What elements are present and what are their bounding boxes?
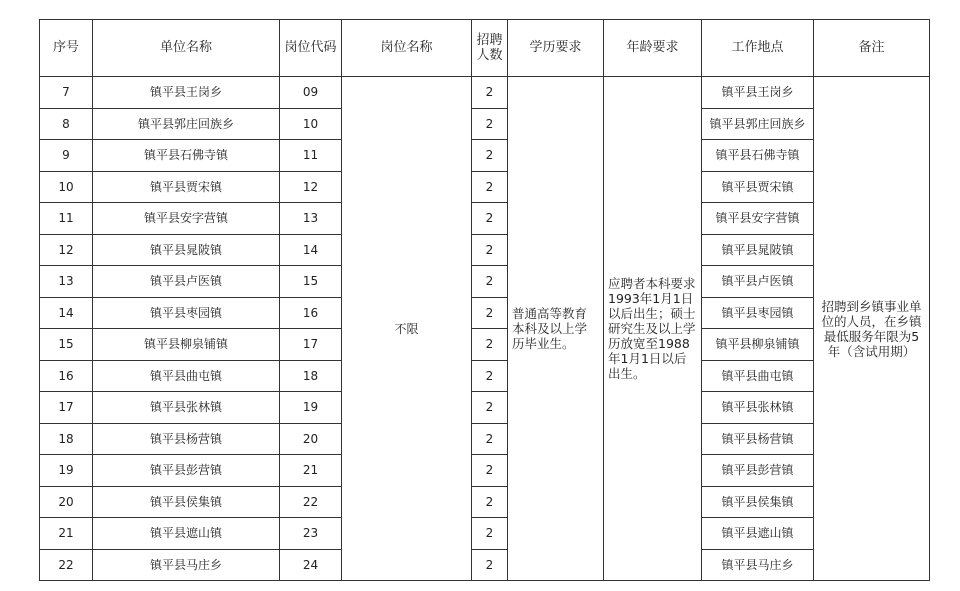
cell-unit-name: 镇平县侯集镇 <box>93 486 280 518</box>
cell-location: 镇平县遮山镇 <box>702 518 814 550</box>
cell-location: 镇平县柳泉铺镇 <box>702 329 814 361</box>
header-headcount <box>472 20 508 77</box>
cell-headcount: 2 <box>472 329 508 361</box>
table-row <box>40 329 930 361</box>
cell-seq: 21 <box>40 518 93 550</box>
header-seq: 序号 <box>40 20 93 77</box>
cell-headcount: 2 <box>472 140 508 172</box>
cell-unit-name: 镇平县贾宋镇 <box>93 171 280 203</box>
cell-post-name-merged: 不限 <box>342 77 472 581</box>
cell-post-code: 24 <box>280 549 342 581</box>
cell-headcount: 2 <box>472 518 508 550</box>
cell-post-code: 16 <box>280 297 342 329</box>
table-row <box>40 392 930 424</box>
header-row <box>40 20 930 77</box>
cell-headcount: 2 <box>472 171 508 203</box>
cell-education-merged: 普通高等教育本科及以上学历毕业生。 <box>508 77 604 581</box>
header-unit-name: 单位名称 <box>93 20 280 77</box>
cell-post-code: 20 <box>280 423 342 455</box>
cell-seq: 7 <box>40 77 93 109</box>
cell-location: 镇平县枣园镇 <box>702 297 814 329</box>
cell-post-code: 23 <box>280 518 342 550</box>
cell-unit-name: 镇平县张林镇 <box>93 392 280 424</box>
table-row <box>40 423 930 455</box>
cell-seq: 8 <box>40 108 93 140</box>
header-headcount-line1: 招聘 <box>476 33 503 48</box>
cell-location: 镇平县晁陂镇 <box>702 234 814 266</box>
cell-seq: 13 <box>40 266 93 298</box>
header-location: 工作地点 <box>702 20 814 77</box>
cell-headcount: 2 <box>472 392 508 424</box>
cell-seq: 22 <box>40 549 93 581</box>
cell-seq: 18 <box>40 423 93 455</box>
table-row <box>40 486 930 518</box>
cell-unit-name: 镇平县杨营镇 <box>93 423 280 455</box>
cell-remarks-merged: 招聘到乡镇事业单位的人员，在乡镇最低服务年限为5年（含试用期） <box>814 77 930 581</box>
cell-location: 镇平县卢医镇 <box>702 266 814 298</box>
cell-location: 镇平县侯集镇 <box>702 486 814 518</box>
cell-age-merged: 应聘者本科要求1993年1月1日以后出生；硕士研究生及以上学历放宽至1988年1月1日以后出生。 <box>604 77 702 581</box>
cell-post-code: 10 <box>280 108 342 140</box>
table-row <box>40 171 930 203</box>
table-row <box>40 360 930 392</box>
cell-seq: 11 <box>40 203 93 235</box>
cell-headcount: 2 <box>472 360 508 392</box>
cell-headcount: 2 <box>472 549 508 581</box>
cell-location: 镇平县彭营镇 <box>702 455 814 487</box>
cell-location: 镇平县郭庄回族乡 <box>702 108 814 140</box>
cell-unit-name: 镇平县马庄乡 <box>93 549 280 581</box>
table-row <box>40 455 930 487</box>
cell-post-code: 12 <box>280 171 342 203</box>
cell-headcount: 2 <box>472 486 508 518</box>
cell-unit-name: 镇平县彭营镇 <box>93 455 280 487</box>
cell-seq: 19 <box>40 455 93 487</box>
cell-headcount: 2 <box>472 77 508 109</box>
cell-unit-name: 镇平县卢医镇 <box>93 266 280 298</box>
table-row <box>40 518 930 550</box>
cell-post-code: 11 <box>280 140 342 172</box>
cell-location: 镇平县曲屯镇 <box>702 360 814 392</box>
cell-unit-name: 镇平县郭庄回族乡 <box>93 108 280 140</box>
cell-seq: 14 <box>40 297 93 329</box>
cell-post-code: 14 <box>280 234 342 266</box>
header-post-code: 岗位代码 <box>280 20 342 77</box>
cell-post-code: 17 <box>280 329 342 361</box>
cell-seq: 10 <box>40 171 93 203</box>
cell-post-code: 18 <box>280 360 342 392</box>
cell-location: 镇平县安字营镇 <box>702 203 814 235</box>
cell-unit-name: 镇平县晁陂镇 <box>93 234 280 266</box>
cell-location: 镇平县张林镇 <box>702 392 814 424</box>
cell-headcount: 2 <box>472 455 508 487</box>
cell-headcount: 2 <box>472 266 508 298</box>
table-row <box>40 266 930 298</box>
table-body <box>40 77 930 581</box>
table-row <box>40 549 930 581</box>
cell-unit-name: 镇平县安字营镇 <box>93 203 280 235</box>
cell-seq: 16 <box>40 360 93 392</box>
table-row <box>40 297 930 329</box>
table-row <box>40 234 930 266</box>
cell-headcount: 2 <box>472 297 508 329</box>
cell-seq: 15 <box>40 329 93 361</box>
cell-post-code: 09 <box>280 77 342 109</box>
table-row <box>40 108 930 140</box>
cell-headcount: 2 <box>472 234 508 266</box>
cell-seq: 17 <box>40 392 93 424</box>
cell-seq: 9 <box>40 140 93 172</box>
cell-location: 镇平县贾宋镇 <box>702 171 814 203</box>
cell-location: 镇平县马庄乡 <box>702 549 814 581</box>
header-headcount-line2: 人数 <box>476 48 503 63</box>
cell-post-code: 22 <box>280 486 342 518</box>
cell-location: 镇平县石佛寺镇 <box>702 140 814 172</box>
header-remarks: 备注 <box>814 20 930 77</box>
cell-post-code: 13 <box>280 203 342 235</box>
cell-headcount: 2 <box>472 423 508 455</box>
cell-unit-name: 镇平县枣园镇 <box>93 297 280 329</box>
cell-location: 镇平县王岗乡 <box>702 77 814 109</box>
header-age: 年龄要求 <box>604 20 702 77</box>
cell-post-code: 15 <box>280 266 342 298</box>
cell-location: 镇平县杨营镇 <box>702 423 814 455</box>
table-row <box>40 203 930 235</box>
header-education: 学历要求 <box>508 20 604 77</box>
cell-seq: 20 <box>40 486 93 518</box>
cell-post-code: 19 <box>280 392 342 424</box>
table-row <box>40 140 930 172</box>
header-post-name: 岗位名称 <box>342 20 472 77</box>
cell-unit-name: 镇平县曲屯镇 <box>93 360 280 392</box>
cell-seq: 12 <box>40 234 93 266</box>
table-row <box>40 77 930 109</box>
cell-unit-name: 镇平县柳泉铺镇 <box>93 329 280 361</box>
cell-unit-name: 镇平县石佛寺镇 <box>93 140 280 172</box>
cell-unit-name: 镇平县王岗乡 <box>93 77 280 109</box>
recruitment-table <box>39 19 930 581</box>
cell-headcount: 2 <box>472 203 508 235</box>
cell-unit-name: 镇平县遮山镇 <box>93 518 280 550</box>
cell-headcount: 2 <box>472 108 508 140</box>
cell-post-code: 21 <box>280 455 342 487</box>
